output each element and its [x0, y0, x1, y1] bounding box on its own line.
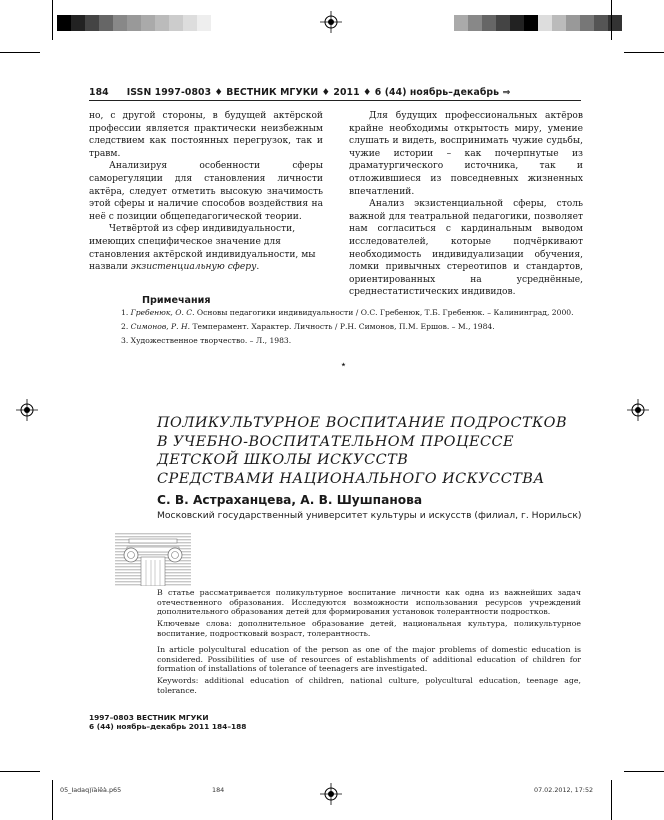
- note-text: Темперамент. Характер. Личность / Р.Н. Симонов, П.М. Ершов. – М., 1984.: [190, 322, 495, 331]
- crop-mark: [0, 52, 40, 53]
- footer-citation: [89, 713, 246, 731]
- keywords-ru: Ключевые слова: дополнительное образование детей, национальная культура, поликультурное воспитание, подростковый возраст, толерантность.: [157, 619, 581, 638]
- title-line: ПОЛИКУЛЬТУРНОЕ ВОСПИТАНИЕ ПОДРОСТКОВ: [157, 415, 568, 431]
- crop-mark: [611, 780, 612, 820]
- color-bar-left: [57, 15, 211, 31]
- header-rule: [89, 100, 581, 101]
- note-text: Основы педагогики индивидуальности / О.С. Гребенюк, Т.Б. Гребенюк. – Калининград, 2000.: [194, 308, 574, 317]
- registration-mark-icon: [627, 399, 649, 421]
- paragraph: но, с другой стороны, в будущей актёрской профессии является практически неизбежным следствием как постоянных перегрузок, так и травм.: [89, 111, 323, 159]
- right-column: [349, 110, 583, 299]
- paragraph: Анализируя особенности сферы саморегуляции для становления личности актёра, следует отметить высокую значимость этой сферы и наличие способов воздействия на неё с позиции общепедагогической теории.: [89, 161, 323, 222]
- note-number: 3.: [121, 336, 131, 345]
- footer-line: 6 (44) ноябрь–декабрь 2011 184–188: [89, 722, 247, 732]
- article-title: [157, 414, 577, 488]
- note-number: 2.: [121, 322, 131, 331]
- journal-line: ISSN 1997-0803 ♦ ВЕСТНИК МГУКИ ♦ 2011 ♦ 6 (44) ноябрь–декабрь ⇒: [126, 87, 511, 98]
- registration-mark-icon: [320, 783, 342, 805]
- note-item: [121, 322, 581, 332]
- slug-page: 184: [212, 786, 225, 794]
- article-authors: С. В. Астраханцева, А. В. Шушпанова: [157, 493, 423, 507]
- crop-mark: [52, 0, 53, 40]
- title-line: В УЧЕБНО-ВОСПИТАТЕЛЬНОМ ПРОЦЕССЕ: [157, 433, 515, 450]
- section-separator: ⋆: [340, 358, 347, 371]
- ionic-capital-emblem-icon: [115, 533, 191, 586]
- left-column: [89, 110, 323, 274]
- running-head: [89, 87, 581, 98]
- title-line: СРЕДСТВАМИ НАЦИОНАЛЬНОГО ИСКУССТВА: [157, 470, 545, 487]
- crop-mark: [611, 0, 612, 40]
- note-author: Гребенюк, О. С.: [130, 308, 195, 317]
- note-number: 1.: [121, 308, 131, 317]
- article-affiliation: Московский государственный университет культуры и искусств (филиал, г. Норильск): [157, 510, 582, 521]
- abstract-ru: В статье рассматривается поликультурное воспитание личности как одна из важнейших задач отечественного образования. Исследуются возможности использования ресурсов учреждений дополнительного образования детей для формирования установок толерантности подростков.: [157, 588, 581, 617]
- crop-mark: [624, 771, 664, 772]
- notes-list: [121, 308, 581, 350]
- crop-mark: [624, 52, 664, 53]
- keywords-en: Keywords: additional education of children, national culture, polycultural education, teenage age, tolerance.: [157, 676, 581, 695]
- note-author: Симонов, Р. Н.: [130, 322, 191, 331]
- paragraph: Анализ экзистенциальной сферы, столь важной для театральной педагогики, позволяет нам согласиться с кардинальным выводом исследователей, которые подчёркивают необходимость индивидуализации обучения, ломки привычных стереотипов и стандартов, ориентированных на усреднённые, среднестатистических индивидов.: [349, 199, 583, 298]
- paragraph: Для будущих профессиональных актёров крайне необходимы открытость миру, умение слушать и видеть, воспринимать чужие судьбы, чужие истории – как почерпнутые из драматургического источника, так и отложившиеся из повседневных жизненных впечатлений.: [349, 111, 583, 197]
- registration-mark-icon: [320, 11, 342, 33]
- color-bar-right: [454, 15, 622, 31]
- slug-datetime: 07.02.2012, 17:52: [534, 786, 594, 794]
- slug-filename: 05_Iadaq)ïàíêà.p65: [60, 786, 122, 794]
- registration-mark-icon: [16, 399, 38, 421]
- crop-mark: [0, 771, 40, 772]
- punctuation: .: [256, 262, 260, 273]
- crop-mark: [52, 780, 53, 820]
- note-item: [121, 336, 581, 346]
- footer-line: 1997–0803 ВЕСТНИК МГУКИ: [89, 713, 209, 722]
- page-number: 184: [89, 87, 109, 98]
- title-line: ДЕТСКОЙ ШКОЛЫ ИСКУССТВ: [157, 452, 409, 468]
- paragraph-text: Четвёртой из сфер индивидуальности, имеющих специфическое значение для становления актёрской индивидуальности, мы назвали: [89, 224, 316, 273]
- notes-heading: Примечания: [142, 295, 211, 306]
- note-text: Художественное творчество. – Л., 1983.: [130, 336, 292, 345]
- abstract-en: In article polycultural education of the person as one of the major problems of domestic education is considered. Possibilities of use of resources of establishments of additional education of children for formation of installations of tolerance of teenagers are investigated.: [157, 645, 581, 674]
- paragraph: [89, 223, 323, 273]
- emphasis-text: экзистенциальную сферу: [130, 262, 257, 273]
- note-item: [121, 308, 581, 318]
